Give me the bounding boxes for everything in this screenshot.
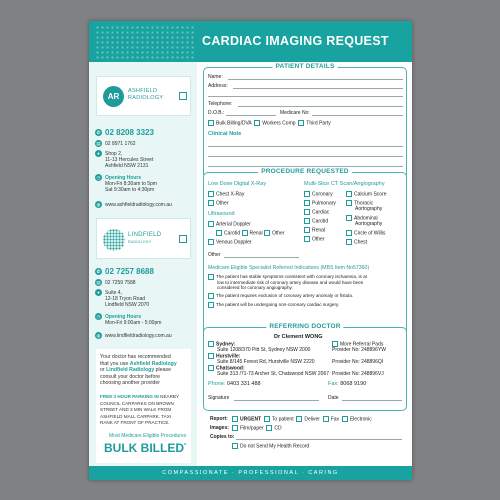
arterial-doppler-label: Arterial Doppler	[216, 221, 251, 228]
aortography-label: Aortography	[355, 221, 383, 228]
billing-options	[208, 120, 331, 126]
ct-option	[304, 209, 329, 215]
lindfield-address	[95, 289, 149, 308]
location-icon: ●	[95, 289, 102, 296]
bulk-billed-caption: Most Medicare Eligible Procedures	[109, 433, 187, 439]
ashfield-address-line: Ashfield NSW 2131	[105, 163, 149, 170]
ct-option	[304, 227, 325, 233]
images-options	[232, 425, 282, 431]
mbs-text: low to intermediate risk of coronary artery disease and would have been	[217, 280, 364, 285]
web-icon: ◍	[96, 202, 101, 207]
ultrasound-option	[208, 221, 251, 227]
parking-text	[100, 394, 179, 427]
ashfield-address-line: 11-13 Hercules Street	[105, 157, 154, 164]
lindfield-address-line: Suite 4,	[105, 289, 122, 296]
ct-carotid-label: Carotid	[312, 218, 329, 225]
film-label: Film/paper	[240, 425, 264, 432]
mbs-heading: Medicare Eligible Specialist Referred Indications (MBS Item No57360)	[208, 265, 370, 271]
promo-line: please	[155, 367, 171, 374]
lindfield-logo-card	[96, 218, 191, 259]
ct-pulmonary-label: Pulmonary	[312, 200, 336, 207]
lindfield-hours-title: Opening Hours	[105, 313, 142, 320]
promo-line: that you use	[100, 360, 129, 367]
mbs-text: The patient has stable symptoms consistent with coronary ischaemia, is at	[216, 274, 367, 280]
ashfield-phone-number: 02 8208 3323	[105, 128, 154, 137]
form-title: CARDIAC IMAGING REQUEST	[202, 34, 389, 48]
promo-text	[100, 354, 177, 387]
mbs-anomaly-checkbox[interactable]	[208, 293, 214, 299]
location-label: Sydney:	[216, 341, 236, 348]
ashfield-fax	[95, 140, 136, 147]
fax-label: Fax:	[328, 381, 339, 387]
ashfield-hours	[95, 174, 157, 193]
ashfield-address	[95, 150, 153, 169]
date-field[interactable]	[342, 400, 402, 401]
location-hurstville	[208, 353, 315, 365]
lindfield-web-link[interactable]: www.lindfieldradiology.com.au	[105, 332, 172, 339]
bulk-billed-text: BULK BILLED	[104, 441, 184, 455]
parking-line: RANK AT FRONT OF PRACTICE.	[100, 420, 170, 426]
patient-telephone-label: Telephone:	[208, 101, 233, 107]
clock-icon: ◷	[96, 175, 101, 180]
sidebar	[89, 62, 197, 480]
ultrasound-heading: Ultrasound	[208, 211, 235, 217]
chest-ct-checkbox[interactable]	[346, 239, 352, 245]
patient-details-heading: PATIENT DETAILS	[273, 63, 338, 70]
ashfield-web	[95, 201, 172, 208]
fax-icon: ▤	[96, 141, 101, 146]
patient-dob-field[interactable]	[226, 115, 276, 116]
clinical-note-heading: Clinical Note	[208, 131, 242, 137]
us-renal-label: Renal	[249, 230, 263, 237]
ashfield-phone	[95, 128, 154, 137]
ashfield-address-line: Shop 2,	[105, 150, 123, 157]
mbs-text: The patient will be undergoing non-coronary cardiac surgery.	[216, 302, 340, 308]
parking-line: STREET AND 3 MIN WALK FROM	[100, 407, 172, 413]
lindfield-fax	[95, 279, 136, 286]
doctor-fax	[328, 381, 366, 387]
ashfield-web-link[interactable]: www.ashfieldradiology.com.au	[105, 201, 172, 208]
deliver-checkbox[interactable]	[296, 416, 302, 422]
ct-other-label: Other	[312, 236, 325, 243]
electronic-label: Electronic	[349, 416, 372, 423]
ct-option	[304, 218, 328, 224]
parking-line: ASHFIELD MALL CARPARK. TAXI	[100, 413, 172, 419]
xray-other-label: Other	[216, 200, 229, 207]
footer-bar: COMPASSIONATE · PROFESSIONAL · CARING	[89, 466, 412, 480]
ct-heading: Multi-Slice CT Scan/Angiography	[304, 181, 385, 187]
bulk-billed-heading	[104, 441, 186, 455]
patient-address-label: Address:	[208, 83, 228, 89]
copies-label: Copies to:	[210, 434, 235, 440]
venous-doppler-label: Venous Doppler	[216, 239, 252, 246]
ct-coronary-checkbox[interactable]	[304, 191, 310, 197]
ct-coronary-label: Coronary	[312, 191, 333, 198]
sydney-checkbox[interactable]	[208, 341, 214, 347]
other-field[interactable]	[224, 257, 299, 258]
thoracic-label: Thoracic	[354, 200, 374, 207]
phone-icon: ✆	[96, 269, 101, 275]
thoracic-aortography-checkbox[interactable]	[346, 200, 352, 206]
ct-option	[346, 191, 387, 197]
location-address: Suite 8/145 Forest Rd, Hurstville NSW 2220	[217, 358, 315, 365]
promo-line: or	[100, 367, 105, 374]
promo-box	[96, 349, 191, 463]
phone-label: Phone:	[208, 381, 226, 387]
procedure-heading: PROCEDURE REQUESTED	[258, 168, 352, 175]
cd-checkbox[interactable]	[266, 425, 272, 431]
ashfield-checkbox[interactable]	[179, 92, 187, 100]
images-label: Images:	[210, 425, 229, 431]
lindfield-address-line: 12-18 Tryon Road	[105, 296, 146, 303]
location-address: Suite 1208/370 Pitt St, Sydney NSW 2000	[217, 346, 311, 353]
mbs-stable-symptoms-checkbox[interactable]	[208, 274, 214, 280]
location-label: Chatswood:	[216, 365, 245, 372]
dot-pattern	[95, 25, 195, 59]
lindfield-logo-icon	[103, 229, 125, 251]
promo-line: Your doctor has recommended	[100, 354, 171, 360]
chest-xray-checkbox[interactable]	[208, 191, 214, 197]
deliver-label: Deliver	[304, 416, 320, 423]
ashfield-name-line2: RADIOLOGY	[128, 95, 164, 101]
abdominal-label: Abdominal	[354, 215, 378, 222]
aortography-label: Aortography	[355, 206, 383, 213]
clinical-note-line[interactable]	[208, 156, 403, 157]
date-label: Date	[328, 395, 339, 401]
ct-option	[304, 236, 325, 242]
copies-field[interactable]	[236, 439, 402, 440]
promo-brand: Ashfield Radiology	[129, 360, 177, 367]
signature-field[interactable]	[234, 400, 319, 401]
promo-line: consult your doctor before	[100, 373, 160, 380]
patient-address-field-2[interactable]	[208, 96, 403, 97]
ashfield-hours-title: Opening Hours	[105, 174, 142, 181]
web-icon: ◍	[96, 333, 101, 338]
ct-cardiac-label: Cardiac	[312, 209, 330, 216]
electronic-checkbox[interactable]	[342, 416, 348, 422]
mbs-text: The patient requires exclusion of coronary artery anomaly or fistula.	[216, 293, 354, 299]
arterial-doppler-checkbox[interactable]	[208, 221, 214, 227]
ct-renal-checkbox[interactable]	[304, 227, 310, 233]
ultrasound-suboptions	[216, 230, 285, 236]
chatswood-checkbox[interactable]	[208, 365, 214, 371]
lindfield-phone	[95, 267, 154, 276]
to-patient-label: To patient	[271, 416, 294, 423]
phone-icon: ✆	[96, 130, 101, 136]
mbs-option-3	[208, 302, 339, 308]
patient-name-label: Name:	[208, 74, 223, 80]
fax-icon: ▤	[96, 280, 101, 285]
referring-doctor-section	[203, 323, 407, 411]
no-health-record-checkbox[interactable]	[232, 443, 238, 449]
lindfield-fax-number: 02 7259 7588	[105, 279, 136, 286]
ashfield-logo-name	[128, 88, 163, 102]
procedure-section	[203, 168, 407, 336]
ashfield-hours-line: Sat 9:30am to 4:30pm	[105, 187, 155, 194]
referring-doctor-heading: REFERRING DOCTOR	[266, 323, 343, 330]
clock-icon: ◷	[96, 314, 101, 319]
report-options	[232, 416, 372, 422]
fax-value: 8068 9190	[340, 381, 367, 387]
doctor-name: Dr Clement WONG	[274, 334, 323, 340]
lindfield-hours-line: Mon-Fri 9:00am - 5:00pm	[105, 320, 162, 327]
lindfield-logo-name	[128, 232, 161, 246]
more-pads-label: More Referral Pads	[340, 341, 384, 348]
bulk-billed-mark: *	[184, 443, 186, 449]
us-other-checkbox[interactable]	[264, 230, 270, 236]
workers-comp-checkbox[interactable]	[254, 120, 260, 126]
calcium-score-checkbox[interactable]	[346, 191, 352, 197]
us-carotid-checkbox[interactable]	[216, 230, 222, 236]
chest-xray-label: Chest X-Ray	[216, 191, 245, 198]
lindfield-name-line2: RADIOLOGY	[128, 240, 152, 244]
us-renal-checkbox[interactable]	[242, 230, 248, 236]
ashfield-hours-line: Mon-Fri 8:30am to 5pm	[105, 181, 157, 188]
bulk-billing-label: Bulk Billing/DVA	[216, 120, 252, 127]
us-carotid-label: Carotid	[224, 230, 241, 237]
calcium-score-label: Calcium Score	[354, 191, 387, 198]
mbs-text: considered for coronary angiography.	[217, 285, 293, 291]
location-label: Hurstville:	[216, 353, 241, 360]
location-chatswood	[208, 365, 329, 377]
doctor-phone	[208, 381, 261, 387]
parking-line: COUNCIL CARPARKS ON BROWN	[100, 400, 174, 406]
cd-label: CD	[274, 425, 282, 432]
request-form	[89, 21, 412, 480]
location-address: Suite 313 /71-73 Archer St, Chatswood NSW 2067	[217, 370, 330, 377]
header-bar	[89, 21, 412, 62]
chest-ct-label: Chest	[354, 239, 368, 246]
ashfield-logo-card	[96, 76, 191, 116]
lindfield-hours	[95, 313, 161, 326]
provider-number: Provider No: 248896QI	[332, 359, 384, 365]
promo-brand: Lindfield Radiology	[106, 367, 155, 374]
xray-heading: Low Dose Digital X-Ray	[208, 181, 267, 187]
ct-cardiac-checkbox[interactable]	[304, 209, 310, 215]
to-patient-checkbox[interactable]	[264, 416, 270, 422]
patient-details-section	[203, 63, 407, 179]
clinical-note-line[interactable]	[208, 166, 403, 167]
clinical-note-line[interactable]	[208, 146, 403, 147]
us-other-label: Other	[271, 230, 285, 237]
abdominal-aortography-checkbox[interactable]	[346, 215, 352, 221]
patient-medicare-field[interactable]	[312, 115, 403, 116]
report-label: Report:	[210, 416, 228, 422]
xray-option	[208, 191, 244, 197]
ashfield-logo-icon: AR	[103, 86, 124, 107]
location-sydney	[208, 341, 310, 353]
lindfield-web	[95, 332, 172, 339]
lindfield-phone-number: 02 7257 8688	[105, 267, 154, 276]
patient-telephone-field[interactable]	[238, 106, 403, 107]
ct-renal-label: Renal	[312, 227, 326, 234]
ct-other-checkbox[interactable]	[304, 236, 310, 242]
signature-label: Signature	[208, 395, 230, 401]
ct-pulmonary-checkbox[interactable]	[304, 200, 310, 206]
ct-option	[346, 215, 382, 227]
provider-number: Provider No: 248896VJ	[332, 371, 384, 377]
film-checkbox[interactable]	[232, 425, 238, 431]
no-health-record-label: Do not Send My Health Record	[240, 443, 310, 450]
third-party-label: Third Party	[306, 120, 331, 127]
ashfield-name-line1: ASHFIELD	[128, 88, 158, 94]
circle-of-willis-label: Circle of Willis	[354, 230, 386, 237]
bulk-billing-checkbox[interactable]	[208, 120, 214, 126]
lindfield-name-line1: LINDFIELD	[128, 232, 162, 238]
ct-carotid-checkbox[interactable]	[304, 218, 310, 224]
xray-option	[208, 200, 229, 206]
location-icon: ●	[95, 150, 102, 157]
patient-address-field[interactable]	[233, 88, 403, 89]
other-label: Other	[208, 252, 221, 258]
third-party-checkbox[interactable]	[298, 120, 304, 126]
patient-dob-label: D.O.B.:	[208, 110, 225, 116]
parking-line: NEARBY	[160, 394, 180, 399]
ashfield-fax-number: 02 8971 1762	[105, 140, 136, 147]
phone-value: 0403 331 488	[226, 381, 261, 387]
ct-option	[346, 239, 367, 245]
hurstville-checkbox[interactable]	[208, 353, 214, 359]
mbs-surgery-checkbox[interactable]	[208, 302, 214, 308]
xray-other-checkbox[interactable]	[208, 200, 214, 206]
patient-name-field[interactable]	[228, 79, 403, 80]
circle-of-willis-checkbox[interactable]	[346, 230, 352, 236]
workers-comp-label: Workers Comp	[262, 120, 296, 127]
lindfield-address-line: Lindfield NSW 2070	[105, 302, 150, 309]
fax-option-label: Fax	[330, 416, 340, 423]
urgent-checkbox[interactable]	[232, 416, 238, 422]
ct-option	[304, 200, 336, 206]
patient-medicare-label: Medicare No:	[280, 110, 310, 116]
provider-number: Provider No: 248896YW	[332, 347, 386, 353]
mbs-option-1	[208, 274, 367, 291]
ct-option	[346, 230, 385, 236]
promo-line: choosing another provider	[100, 380, 160, 387]
mbs-option-2	[208, 293, 353, 299]
lindfield-checkbox[interactable]	[179, 235, 187, 243]
ultrasound-option	[208, 239, 252, 245]
fax-checkbox[interactable]	[323, 416, 329, 422]
ct-option	[346, 200, 382, 212]
health-record-option	[232, 443, 309, 449]
venous-doppler-checkbox[interactable]	[208, 239, 214, 245]
ct-option	[304, 191, 333, 197]
urgent-label: URGENT	[240, 416, 262, 423]
parking-bold: FREE 3 HOUR PARKING IN	[100, 394, 159, 399]
